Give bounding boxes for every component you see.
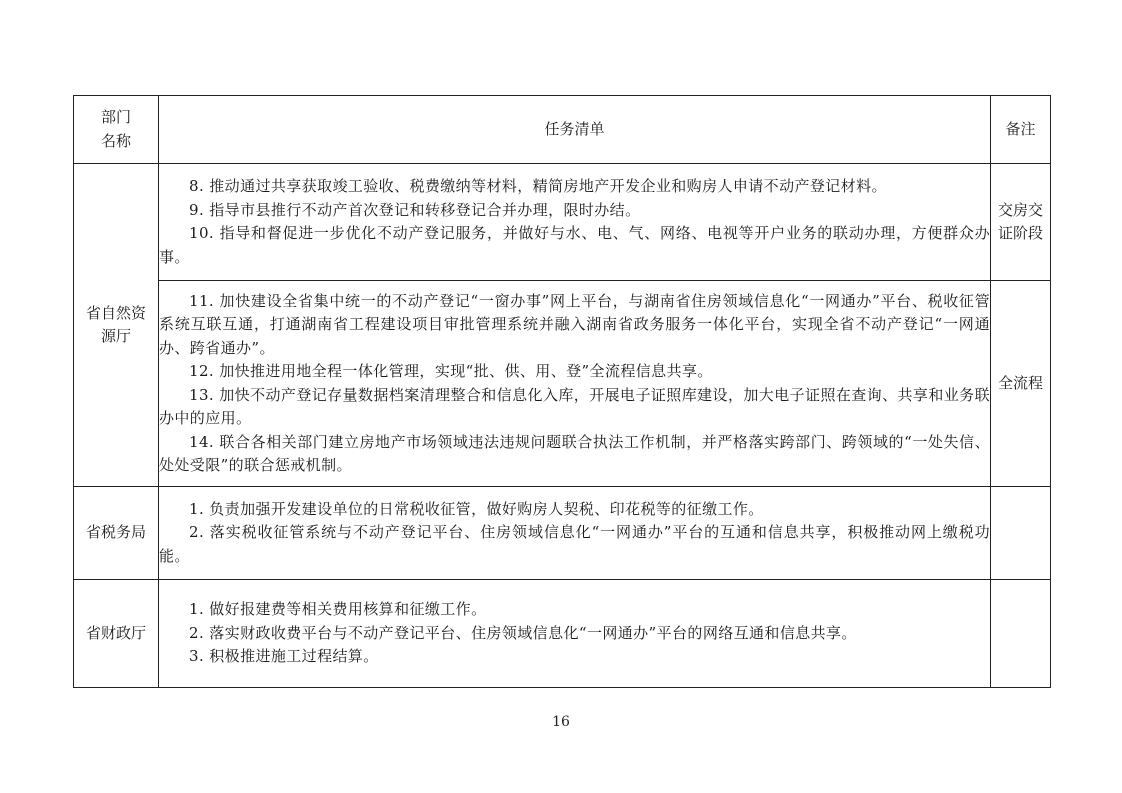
note-cell: [991, 164, 1051, 281]
dept-cell: [74, 487, 159, 580]
table-row: [74, 164, 1051, 281]
dept-name: 省财政厅: [85, 623, 146, 642]
task-cell: [159, 487, 991, 580]
header-dept-label: 部门 名称: [100, 108, 131, 150]
note-cell: [991, 580, 1051, 688]
note-cell: [991, 487, 1051, 580]
dept-cell: [74, 580, 159, 688]
header-tasks: 任务清单: [159, 96, 991, 164]
task-item: 9. 指导市县推行不动产首次登记和转移登记合并办理，限时办结。: [189, 200, 641, 219]
header-notes: 备注: [991, 96, 1051, 164]
table-row: [74, 580, 1051, 688]
task-item: 8. 推动通过共享获取竣工验收、税费缴纳等材料，精简房地产开发企业和购房人申请不动产登记材料。: [189, 177, 887, 195]
note-cell: [991, 281, 1051, 487]
dept-name: 省自然资源厅: [85, 303, 146, 345]
task-cell: [159, 580, 991, 688]
table-row: [74, 487, 1051, 580]
task-item: 2. 落实税收征管系统与不动产登记平台、住房领域信息化“一网通办”平台的互通和信息共享，积极推动网上缴税功能。: [159, 523, 990, 565]
task-item: 13. 加快不动产登记存量数据档案清理整合和信息化入库，开展电子证照库建设，加大电子证照在查询、共享和业务联办中的应用。: [159, 385, 990, 427]
note-text: 交房交证阶段: [997, 200, 1043, 242]
task-item: 12. 加快推进用地全程一体化管理，实现“批、供、用、登”全流程信息共享。: [189, 362, 713, 380]
table-header-row: [74, 96, 1051, 164]
table-row: [74, 281, 1051, 487]
task-item: 1. 负责加强开发建设单位的日常税收征管，做好购房人契税、印花税等的征缴工作。: [189, 499, 764, 518]
page-number: 16: [552, 714, 570, 730]
note-text: 全流程: [997, 373, 1043, 392]
task-table: [73, 95, 1051, 688]
task-item: 1. 做好报建费等相关费用核算和征缴工作。: [189, 600, 487, 619]
task-item: 14. 联合各相关部门建立房地产市场领域违法违规问题联合执法工作机制，并严格落实跨部门、跨领域的“一处失信、处处受限”的联合惩戒机制。: [159, 432, 990, 474]
task-cell: [159, 164, 991, 281]
dept-name: 省税务局: [85, 523, 146, 542]
task-item: 11. 加快建设全省集中统一的不动产登记“一窗办事”网上平台，与湖南省住房领域信息化“一网通办”平台、税收征管系统互联互通，打通湖南省工程建设项目审批管理系统并融入湖南省政务服务一体化平台，实现全省不动产登记“一网通办、跨省通办”。: [159, 291, 990, 357]
header-dept: [74, 96, 159, 164]
task-item: 2. 落实财政收费平台与不动产登记平台、住房领域信息化“一网通办”平台的网络互通和信息共享。: [189, 623, 857, 642]
task-cell: [159, 281, 991, 487]
dept-cell: [74, 164, 159, 487]
task-item: 3. 积极推进施工过程结算。: [189, 647, 379, 666]
task-item: 10. 指导和督促进一步优化不动产登记服务，并做好与水、电、气、网络、电视等开户业务的联动办理，方便群众办事。: [159, 224, 990, 266]
